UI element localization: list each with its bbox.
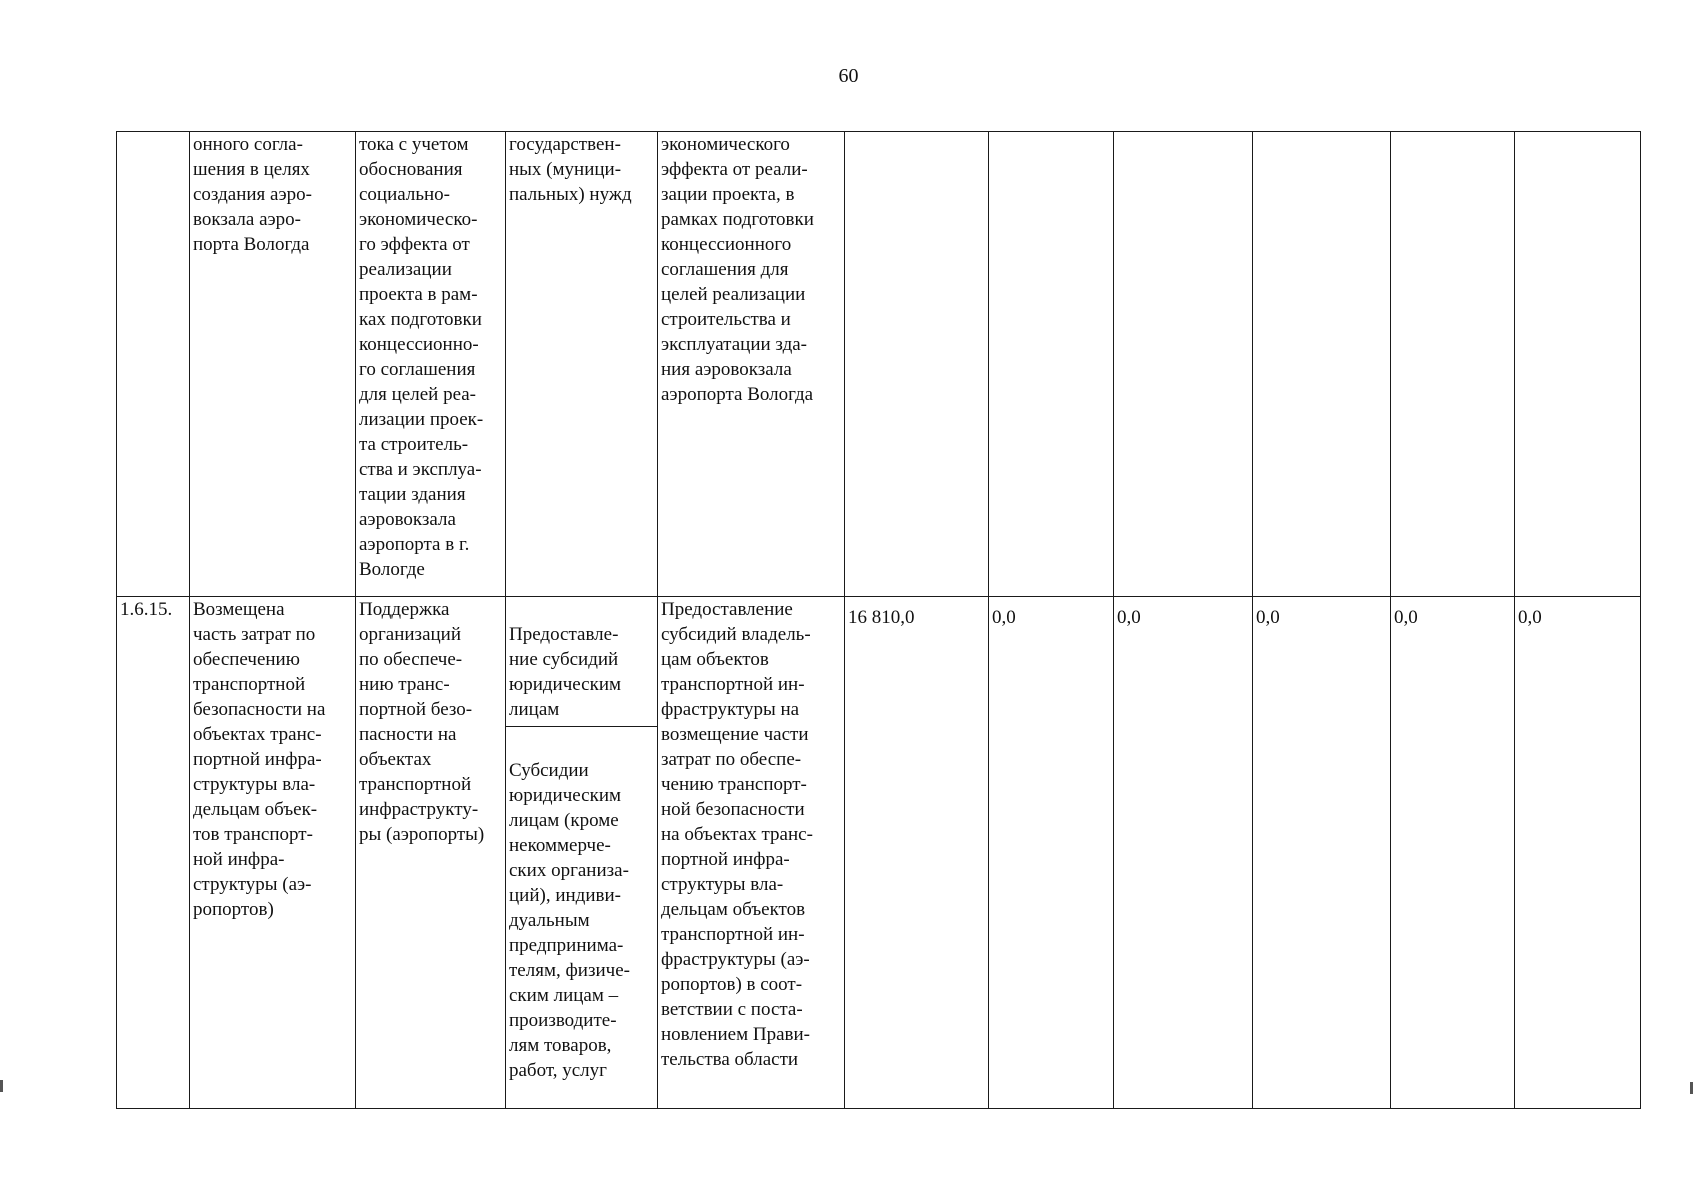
event-cell: тока с учетом обоснования социально- экономическо- го эффекта от реализации проекта в рам- ках подготовки концессионно- го соглашения для целей реа- лизации проек- та строитель- ства и эксплуа- тации здания аэровокзала аэропорта в г. Вологде (356, 132, 506, 597)
amount-cell (845, 132, 989, 597)
amount-cell: 0,0 (1515, 597, 1641, 1109)
row-index-cell (117, 132, 190, 597)
amount-cell: 16 810,0 (845, 597, 989, 1109)
scan-edge-mark (0, 1080, 3, 1092)
program-table (116, 131, 1641, 1109)
event-type-subcell: Предоставле- ние субсидий юридическим лицам (506, 622, 657, 727)
amount-cell (1515, 132, 1641, 597)
amount-cell: 0,0 (1391, 597, 1515, 1109)
scan-edge-mark (1690, 1082, 1693, 1094)
amount-cell: 0,0 (1114, 597, 1253, 1109)
amount-cell (1391, 132, 1515, 597)
table-row (117, 597, 1641, 1109)
result-cell: Возмещена часть затрат по обеспечению транспортной безопасности на объектах транс- портной инфра- структуры вла- дельцам объек- тов транспорт- ной инфра- структуры (аэ- ропортов) (190, 597, 356, 1109)
amount-cell: 0,0 (1253, 597, 1391, 1109)
table-row (117, 132, 1641, 597)
amount-cell: 0,0 (989, 597, 1114, 1109)
event-type-cell: государствен- ных (муници- пальных) нужд (506, 132, 658, 597)
expense-type-subcell: Субсидии юридическим лицам (кроме некоммерче- ских организа- ций), индиви- дуальным предпринима- телям, физиче- ским лицам – производите- лям товаров, работ, услуг (509, 760, 630, 1081)
amount-cell (1114, 132, 1253, 597)
description-cell: Предоставление субсидий владель- цам объектов транспортной ин- фраструктуры на возмещение части затрат по обеспе- чению транспорт- ной безопасности на объектах транс- портной инфра- структуры вла- дельцам объектов транспортной ин- фраструктуры (аэ- ропортов) в соот- ветствии с поста- новлением Прави- тельства области (658, 597, 845, 1109)
amount-cell (989, 132, 1114, 597)
amount-cell (1253, 132, 1391, 597)
page-number: 60 (838, 65, 859, 87)
event-type-cell (506, 597, 658, 1109)
event-cell: Поддержка организаций по обеспече- нию транс- портной безо- пасности на объектах транспортной инфраструкту- ры (аэропорты) (356, 597, 506, 1109)
row-index-cell: 1.6.15. (117, 597, 190, 1109)
result-cell: онного согла- шения в целях создания аэро- вокзала аэро- порта Вологда (190, 132, 356, 597)
description-cell: экономического эффекта от реали- зации проекта, в рамках подготовки концессионного соглашения для целей реализации строительства и эксплуатации зда- ния аэровокзала аэропорта Вологда (658, 132, 845, 597)
